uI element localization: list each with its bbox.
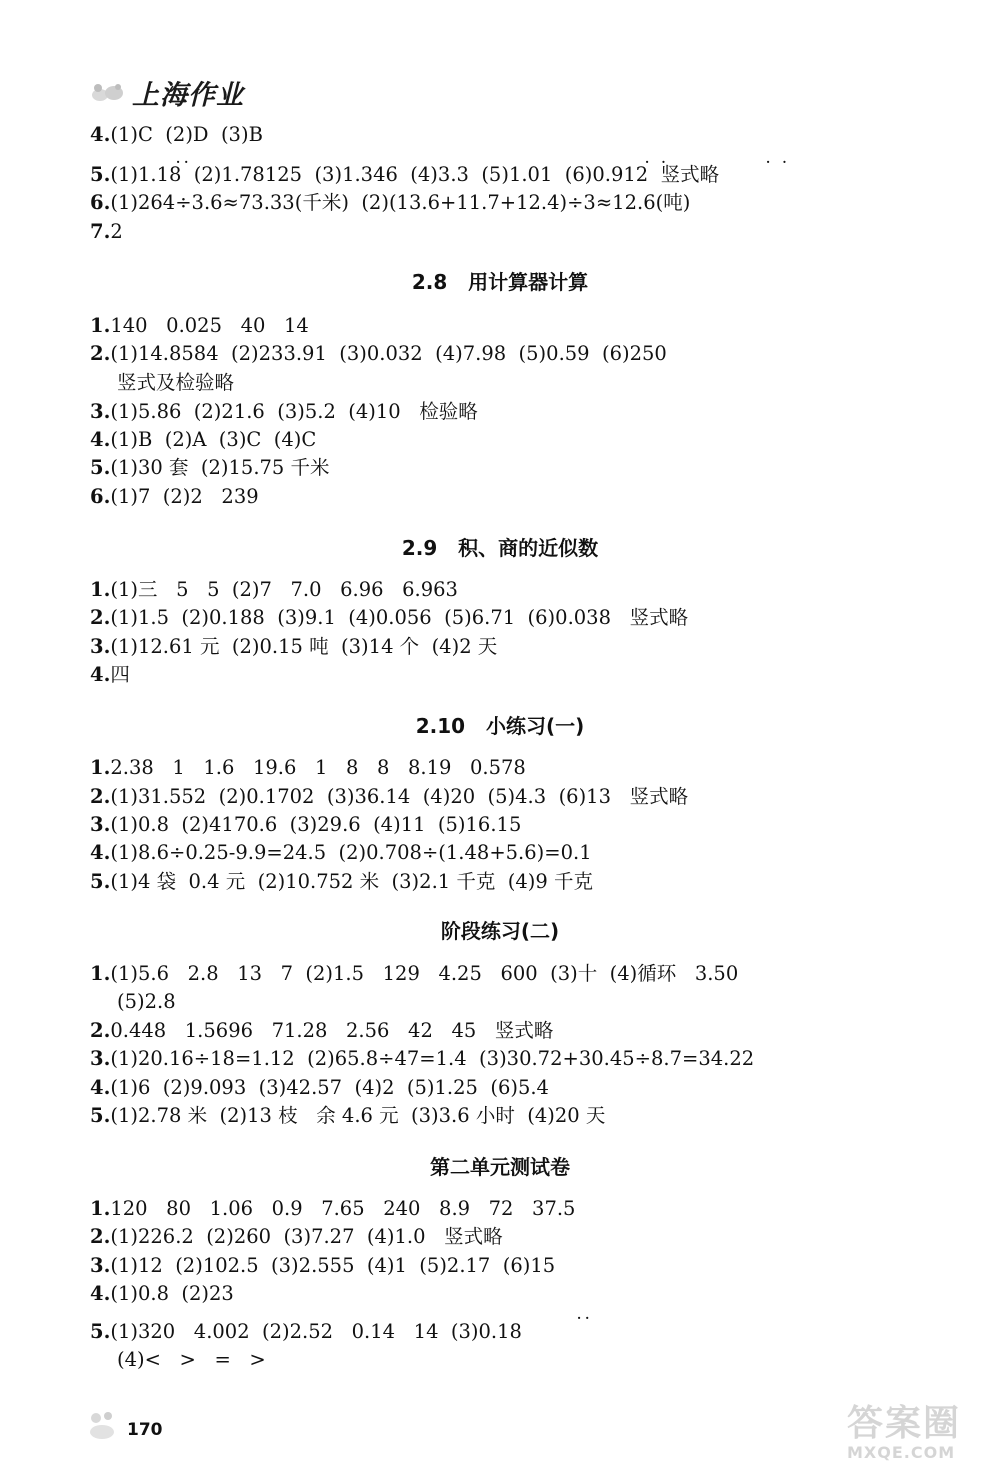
page-header (90, 72, 312, 112)
section-heading: 2.8 用计算器计算 (411, 270, 589, 294)
cartoon-footer-icon (86, 1408, 124, 1442)
answer-line: 1.140 0.025 40 14 (90, 314, 309, 337)
answer-line: 4.(1)B (2)A (3)C (4)C (90, 428, 317, 451)
answer-line: 4.(1)6 (2)9.093 (3)42.57 (4)2 (5)1.25 (6)5.4 (90, 1076, 549, 1099)
repeating-decimal-dots: .. (176, 152, 193, 166)
book-title: 上海作业 (132, 79, 244, 111)
answer-line: (4)< > = > (117, 1348, 266, 1371)
answer-line: 2.0.448 1.5696 71.28 2.56 42 45 竖式略 (90, 1019, 554, 1042)
answer-line: 1.120 80 1.06 0.9 7.65 240 8.9 72 37.5 (90, 1197, 576, 1220)
watermark-url: MXQE.COM (847, 1443, 956, 1462)
answer-line: 1.(1)三 5 5 (2)7 7.0 6.96 6.963 (90, 578, 458, 601)
section-heading: 2.9 积、商的近似数 (401, 536, 599, 560)
cartoon-logo-icon (90, 79, 126, 105)
repeating-decimal-dots: . . (766, 152, 791, 166)
answer-line: 竖式及检验略 (117, 371, 235, 394)
answer-line: 3.(1)20.16÷18=1.12 (2)65.8÷47=1.4 (3)30.72+30.45÷8.7=34.22 (90, 1047, 755, 1070)
answer-line: 5.(1)30 套 (2)15.75 千米 (90, 456, 330, 479)
answer-line: 4.(1)C (2)D (3)B (90, 123, 263, 146)
answer-line: 3.(1)12.61 元 (2)0.15 吨 (3)14 个 (4)2 天 (90, 635, 498, 658)
answer-line: 3.(1)0.8 (2)4170.6 (3)29.6 (4)11 (5)16.15 (90, 813, 522, 836)
answer-line: 2.(1)226.2 (2)260 (3)7.27 (4)1.0 竖式略 (90, 1225, 503, 1248)
answer-line: 5.(1)320 4.002 (2)2.52 0.14 14 (3)0.18 (90, 1320, 522, 1343)
answer-line: 3.(1)5.86 (2)21.6 (3)5.2 (4)10 检验略 (90, 400, 478, 423)
page-number: 170 (127, 1420, 163, 1440)
repeating-decimal-dots: .. (577, 1308, 594, 1322)
answer-line: 5.(1)2.78 米 (2)13 枝 余 4.6 元 (3)3.6 小时 (4)20 天 (90, 1104, 606, 1127)
answer-line: 2.(1)31.552 (2)0.1702 (3)36.14 (4)20 (5)4.3 (6)13 竖式略 (90, 785, 689, 808)
watermark (847, 1405, 982, 1467)
watermark-logo-text: 答案圈 (847, 1403, 962, 1444)
answer-line: 4.(1)0.8 (2)23 (90, 1282, 234, 1305)
repeating-decimal-dots: . . (645, 152, 670, 166)
answer-line: 6.(1)7 (2)2 239 (90, 485, 259, 508)
section-heading: 阶段练习(二) (440, 919, 560, 943)
answer-line: (5)2.8 (117, 990, 176, 1013)
section-heading: 2.10 小练习(一) (415, 714, 585, 738)
answer-line: 2.(1)1.5 (2)0.188 (3)9.1 (4)0.056 (5)6.71 (6)0.038 竖式略 (90, 606, 689, 629)
answer-line: 6.(1)264÷3.6≈73.33(千米) (2)(13.6+11.7+12.4)÷3≈12.6(吨) (90, 191, 691, 214)
section-heading: 第二单元测试卷 (430, 1155, 570, 1179)
answer-line: 5.(1)1.18 (2)1.78125 (3)1.346 (4)3.3 (5)1.01 (6)0.912 竖式略 (90, 163, 720, 186)
answer-line: 1.2.38 1 1.6 19.6 1 8 8 8.19 0.578 (90, 756, 526, 779)
answer-line: 7.2 (90, 220, 123, 243)
answer-line: 5.(1)4 袋 0.4 元 (2)10.752 米 (3)2.1 千克 (4)9 千克 (90, 870, 593, 893)
answer-line: 2.(1)14.8584 (2)233.91 (3)0.032 (4)7.98 (5)0.59 (6)250 (90, 342, 667, 365)
answer-line: 4.(1)8.6÷0.25-9.9=24.5 (2)0.708÷(1.48+5.6)=0.1 (90, 841, 592, 864)
answer-line: 3.(1)12 (2)102.5 (3)2.555 (4)1 (5)2.17 (6)15 (90, 1254, 556, 1277)
answer-line: 1.(1)5.6 2.8 13 7 (2)1.5 129 4.25 600 (3)十 (4)循环 3.50 (90, 962, 739, 985)
answer-line: 4.四 (90, 663, 130, 686)
